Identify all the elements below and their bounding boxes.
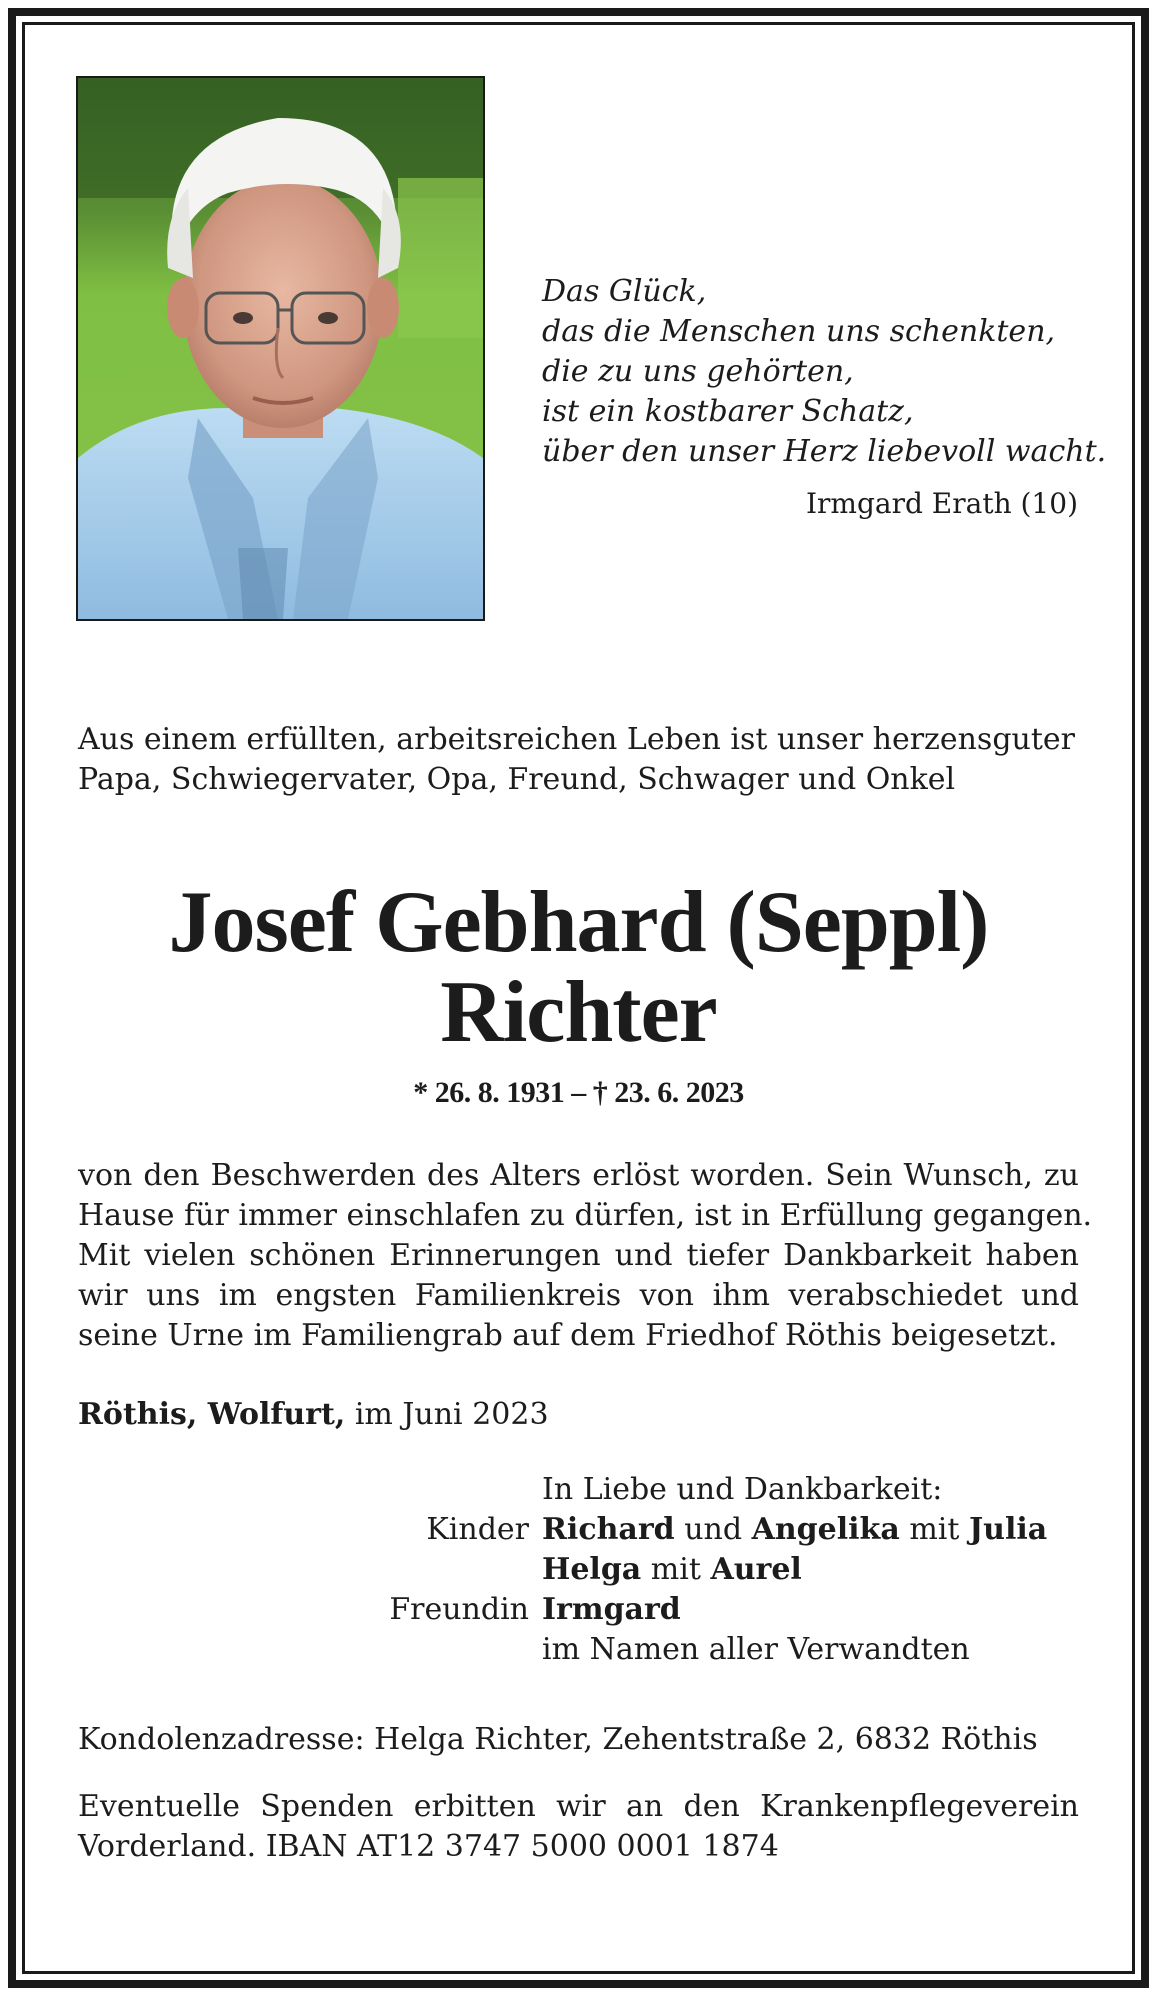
life-dates: * 26. 8. 1931 – † 23. 6. 2023 [413, 1076, 744, 1109]
intro-line: Papa, Schwiegervater, Opa, Freund, Schwager und Onkel [78, 762, 956, 797]
name-line-2: Richter [440, 964, 717, 1061]
body-line: von den Beschwerden des Alters erlöst worden. Sein Wunsch, zu [78, 1158, 1079, 1193]
donation-line: Vorderland. IBAN AT12 3747 5000 0001 1874 [78, 1829, 779, 1864]
deceased-name [0, 874, 1157, 1061]
child-name: Angelika [751, 1512, 900, 1547]
donation-line: Eventuelle Spenden erbitten wir an den Krankenpflegeverein [78, 1789, 1079, 1824]
conjunction: und [684, 1512, 743, 1547]
poem-line: ist ein kostbarer Schatz, [542, 394, 914, 429]
condolence-address: Kondolenzadresse: Helga Richter, Zehentstraße 2, 6832 Röthis [78, 1722, 1038, 1757]
donation-note [78, 1787, 1079, 1867]
conjunction: mit [650, 1552, 701, 1587]
name-line-1: Josef Gebhard (Seppl) [168, 874, 989, 971]
poem [542, 272, 1107, 472]
friend-name: Irmgard [542, 1592, 681, 1627]
poem-line: die zu uns gehörten, [542, 354, 854, 389]
body-paragraph [78, 1156, 1093, 1356]
children-names-2 [542, 1550, 802, 1590]
children-label: Kinder [426, 1512, 529, 1547]
poem-line: das die Menschen uns schenkten, [542, 314, 1056, 349]
friend-name-wrap [542, 1590, 681, 1630]
body-line: Mit vielen schönen Erinnerungen und tiefer Dankbarkeit haben [78, 1238, 1079, 1273]
friend-label: Freundin [389, 1592, 529, 1627]
body-line: seine Urne im Familiengrab auf dem Friedhof Röthis beigesetzt. [78, 1318, 1058, 1353]
intro-text [78, 720, 1078, 800]
child-name: Richard [542, 1512, 675, 1547]
signoff [0, 1470, 1157, 1670]
signoff-heading: In Liebe und Dankbarkeit: [542, 1472, 943, 1507]
poem-line: über den unser Herz liebevoll wacht. [542, 434, 1107, 469]
poem-author: Irmgard Erath (10) [805, 487, 1078, 520]
place-and-date [78, 1395, 549, 1435]
relatives-line: im Namen aller Verwandten [542, 1632, 970, 1667]
intro-line: Aus einem erfüllten, arbeitsreichen Leben ist unser herzensguter [78, 722, 1076, 757]
body-line: wir uns im engsten Familienkreis von ihm verabschiedet und [78, 1278, 1079, 1313]
poem-line: Das Glück, [542, 274, 707, 309]
grandchild-name: Aurel [710, 1552, 802, 1587]
place-date: im Juni 2023 [354, 1397, 549, 1432]
place-towns: Röthis, Wolfurt, [78, 1397, 346, 1432]
conjunction: mit [909, 1512, 960, 1547]
grandchild-name: Julia [968, 1512, 1048, 1547]
child-name: Helga [542, 1552, 642, 1587]
portrait-photo [76, 76, 485, 621]
children-names [542, 1510, 1047, 1550]
body-line: Hause für immer einschlafen zu dürfen, ist in Erfüllung gegangen. [78, 1198, 1093, 1233]
